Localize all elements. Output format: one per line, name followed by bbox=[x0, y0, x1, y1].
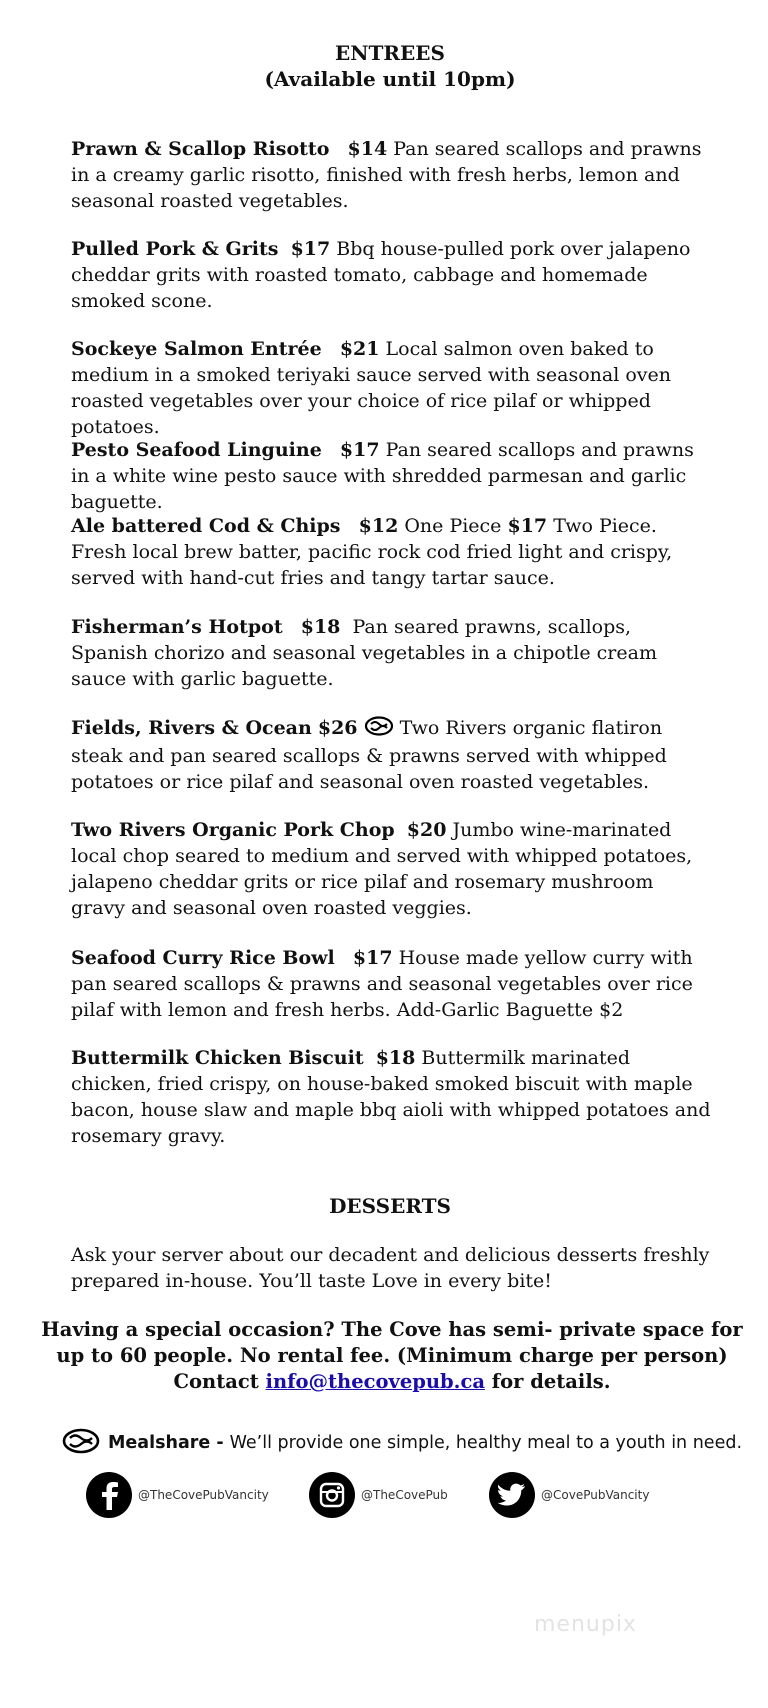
item-price-alt: $17 bbox=[507, 515, 548, 537]
instagram-handle-text: @TheCovePub bbox=[361, 1488, 448, 1502]
item-desc: Jumbo wine-marinated local chop seared to medium and served with whipped potatoes, jalapeno cheddar grits or rice pilaf and rosemary mushroom gravy and seasonal oven roasted veggies. bbox=[71, 819, 693, 919]
desserts-heading: DESSERTS bbox=[329, 1194, 451, 1218]
item-desc: Pan seared scallops and prawns in a creamy garlic risotto, finished with fresh herbs, lemon and seasonal roasted vegetables. bbox=[71, 138, 702, 212]
item-desc: Pan seared scallops and prawns in a white wine pesto sauce with shredded parmesan and garlic baguette. bbox=[71, 439, 694, 513]
special-text: Having a special occasion? The Cove has semi- private space for up to 60 people. No rental fee. (Minimum charge per person) bbox=[41, 1318, 743, 1367]
item-desc: Buttermilk marinated chicken, fried crispy, on house-baked smoked biscuit with maple bacon, house slaw and maple bbq aioli with whipped potatoes and rosemary gravy. bbox=[71, 1047, 711, 1147]
special-occasion bbox=[40, 1317, 744, 1395]
mealshare-icon bbox=[364, 716, 394, 743]
menu-item bbox=[71, 136, 711, 214]
menu-item bbox=[71, 336, 711, 440]
mealshare-logo-icon bbox=[62, 1428, 100, 1459]
twitter-icon[interactable] bbox=[489, 1472, 535, 1518]
item-desc: One Piece bbox=[404, 515, 502, 537]
item-price: $17 bbox=[352, 947, 393, 969]
twitter-handle[interactable] bbox=[489, 1471, 649, 1519]
item-name: Seafood Curry Rice Bowl bbox=[71, 947, 335, 969]
menu-item bbox=[71, 513, 711, 591]
item-price: $18 bbox=[375, 1047, 416, 1069]
item-price: $17 bbox=[339, 439, 380, 461]
mealshare-text: We’ll provide one simple, healthy meal to a youth in need. bbox=[229, 1433, 743, 1453]
twitter-handle-text: @CovePubVancity bbox=[541, 1488, 650, 1502]
contact-prefix: Contact bbox=[173, 1370, 259, 1393]
instagram-icon[interactable] bbox=[309, 1472, 355, 1518]
item-price: $17 bbox=[290, 238, 331, 260]
item-price: $21 bbox=[339, 338, 380, 360]
watermark: menupix bbox=[534, 1612, 637, 1637]
menu-item bbox=[71, 945, 711, 1023]
menu-item bbox=[71, 1045, 711, 1149]
item-name: Pesto Seafood Linguine bbox=[71, 439, 322, 461]
item-name: Pulled Pork & Grits bbox=[71, 238, 279, 260]
menu-item bbox=[71, 437, 711, 515]
menu-item bbox=[71, 614, 711, 692]
menu-item bbox=[71, 236, 711, 314]
item-price: $14 bbox=[347, 138, 388, 160]
item-price: $26 bbox=[317, 717, 358, 739]
item-name: Buttermilk Chicken Biscuit bbox=[71, 1047, 364, 1069]
desserts-text: Ask your server about our decadent and delicious desserts freshly prepared in-house. You’ll taste Love in every bite! bbox=[71, 1244, 710, 1292]
item-name: Fisherman’s Hotpot bbox=[71, 616, 283, 638]
item-desc: Local salmon oven baked to medium in a smoked teriyaki sauce served with seasonal oven roasted vegetables over your choice of rice pilaf or whipped potatoes. bbox=[71, 338, 672, 438]
item-desc: Pan seared prawns, scallops, Spanish chorizo and seasonal vegetables in a chipotle cream sauce with garlic baguette. bbox=[71, 616, 657, 690]
item-desc: Two Rivers organic flatiron steak and pan seared scallops & prawns served with whipped potatoes or rice pilaf and seasonal oven roasted vegetables. bbox=[71, 717, 667, 793]
item-desc: House made yellow curry with pan seared scallops & prawns and seasonal vegetables over rice pilaf with lemon and fresh herbs. Add-Garlic Baguette $2 bbox=[71, 947, 693, 1021]
instagram-handle[interactable] bbox=[309, 1471, 448, 1519]
facebook-handle[interactable] bbox=[86, 1471, 269, 1519]
menu-item bbox=[71, 715, 711, 795]
item-desc: Two Piece. Fresh local brew batter, pacific rock cod fried light and crispy, served with hand-cut fries and tangy tartar sauce. bbox=[71, 515, 673, 589]
facebook-handle-text: @TheCovePubVancity bbox=[138, 1488, 269, 1502]
item-name: Two Rivers Organic Pork Chop bbox=[71, 819, 395, 841]
mealshare-label: Mealshare - bbox=[108, 1433, 224, 1453]
item-name: Fields, Rivers & Ocean bbox=[71, 717, 312, 739]
menu-item bbox=[71, 817, 711, 921]
email-link[interactable]: info@thecovepub.ca bbox=[265, 1370, 485, 1393]
item-price: $20 bbox=[406, 819, 447, 841]
item-price: $18 bbox=[300, 616, 341, 638]
item-name: Sockeye Salmon Entrée bbox=[71, 338, 322, 360]
entrees-heading: ENTREES bbox=[335, 41, 445, 65]
item-name: Prawn & Scallop Risotto bbox=[71, 138, 330, 160]
item-price: $12 bbox=[358, 515, 399, 537]
mealshare-line bbox=[62, 1428, 742, 1458]
item-desc: Bbq house-pulled pork over jalapeno cheddar grits with roasted tomato, cabbage and homemade smoked scone. bbox=[71, 238, 691, 312]
item-name: Ale battered Cod & Chips bbox=[71, 515, 341, 537]
entrees-subheading: (Available until 10pm) bbox=[264, 67, 516, 91]
contact-suffix: for details. bbox=[491, 1370, 611, 1393]
facebook-icon[interactable] bbox=[86, 1472, 132, 1518]
